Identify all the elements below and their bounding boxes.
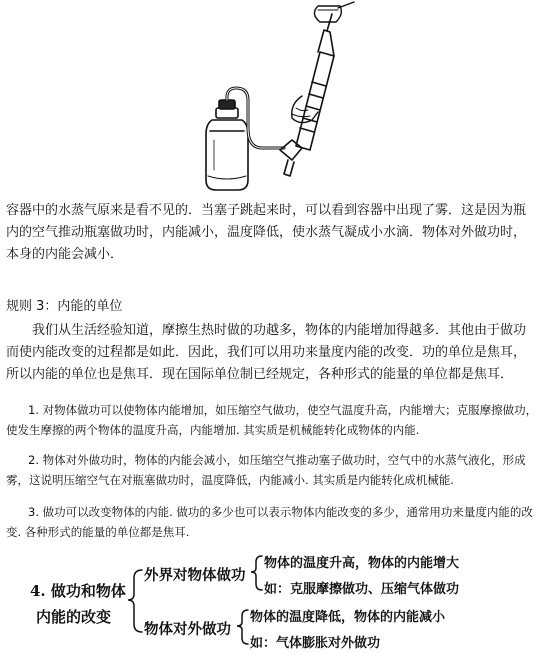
- summary-diagram: [0, 548, 543, 654]
- pump-bottle-illustration: [0, 0, 543, 200]
- branch1-brace: [251, 556, 262, 590]
- paragraph-cloud-formation: 容器中的水蒸气原来是看不见的．当塞子跳起来时，可以看到容器中出现了雾．这是因为瓶内的空气推动瓶塞做功时，内能减小，温度降低，使水蒸气凝成小水滴．物体对外做功时，本身的内能会减小．: [6, 203, 527, 262]
- branch2-brace: [237, 610, 248, 644]
- branch1-result: 物体的温度升高，物体的内能增大: [264, 556, 460, 571]
- branch-object-work: 物体对外做功: [144, 621, 231, 638]
- bottle-figure: [206, 100, 248, 190]
- list-item: 2. 物体对外做功时，物体的内能会减小，如压缩空气推动塞子做功时，空气中的水蒸气液化，形成雾，这说明压缩空气在对瓶塞做功时，温度降低，内能减小. 其实质是内能转化成机械能.: [6, 453, 526, 487]
- branch2-result: 物体的温度降低，物体的内能减小: [250, 610, 446, 625]
- pump-figure: [280, 14, 334, 176]
- branch2-example: 如：气体膨胀对外做功: [250, 636, 381, 651]
- rule3-body: 我们从生活经验知道，摩擦生热时做的功越多，物体的内能增加得越多．其他由于做功而使内能改变的过程都是如此．因此，我们可以用功来量度内能的改变．功的单位是焦耳，所以内能的单位也是焦耳．现在国际单位制已经规定，各种形式的能量的单位都是焦耳．: [6, 323, 527, 382]
- hand-figure: [292, 2, 354, 123]
- rule3-heading: 规则 3：内能的单位: [6, 299, 123, 314]
- branch1-example: 如：克服摩擦做功、压缩气体做功: [264, 582, 460, 597]
- branch-external-work: 外界对物体做功: [144, 567, 246, 584]
- list-item: 3. 做功可以改变物体的内能. 做功的多少也可以表示物体内能改变的多少，通常用功来量度内能的改变. 各种形式的能量的单位都是焦耳.: [6, 505, 533, 539]
- summary-title-line2: 内能的改变: [36, 608, 112, 626]
- main-brace: [128, 570, 142, 632]
- list-item: 1. 对物体做功可以使物体内能增加，如压缩空气做功，使空气温度升高，内能增大；克服摩擦做功，使发生摩擦的两个物体的温度升高，内能增加. 其实质是机械能转化成物体的内能.: [6, 403, 538, 437]
- summary-title: 4. 做功和物体: [30, 582, 126, 600]
